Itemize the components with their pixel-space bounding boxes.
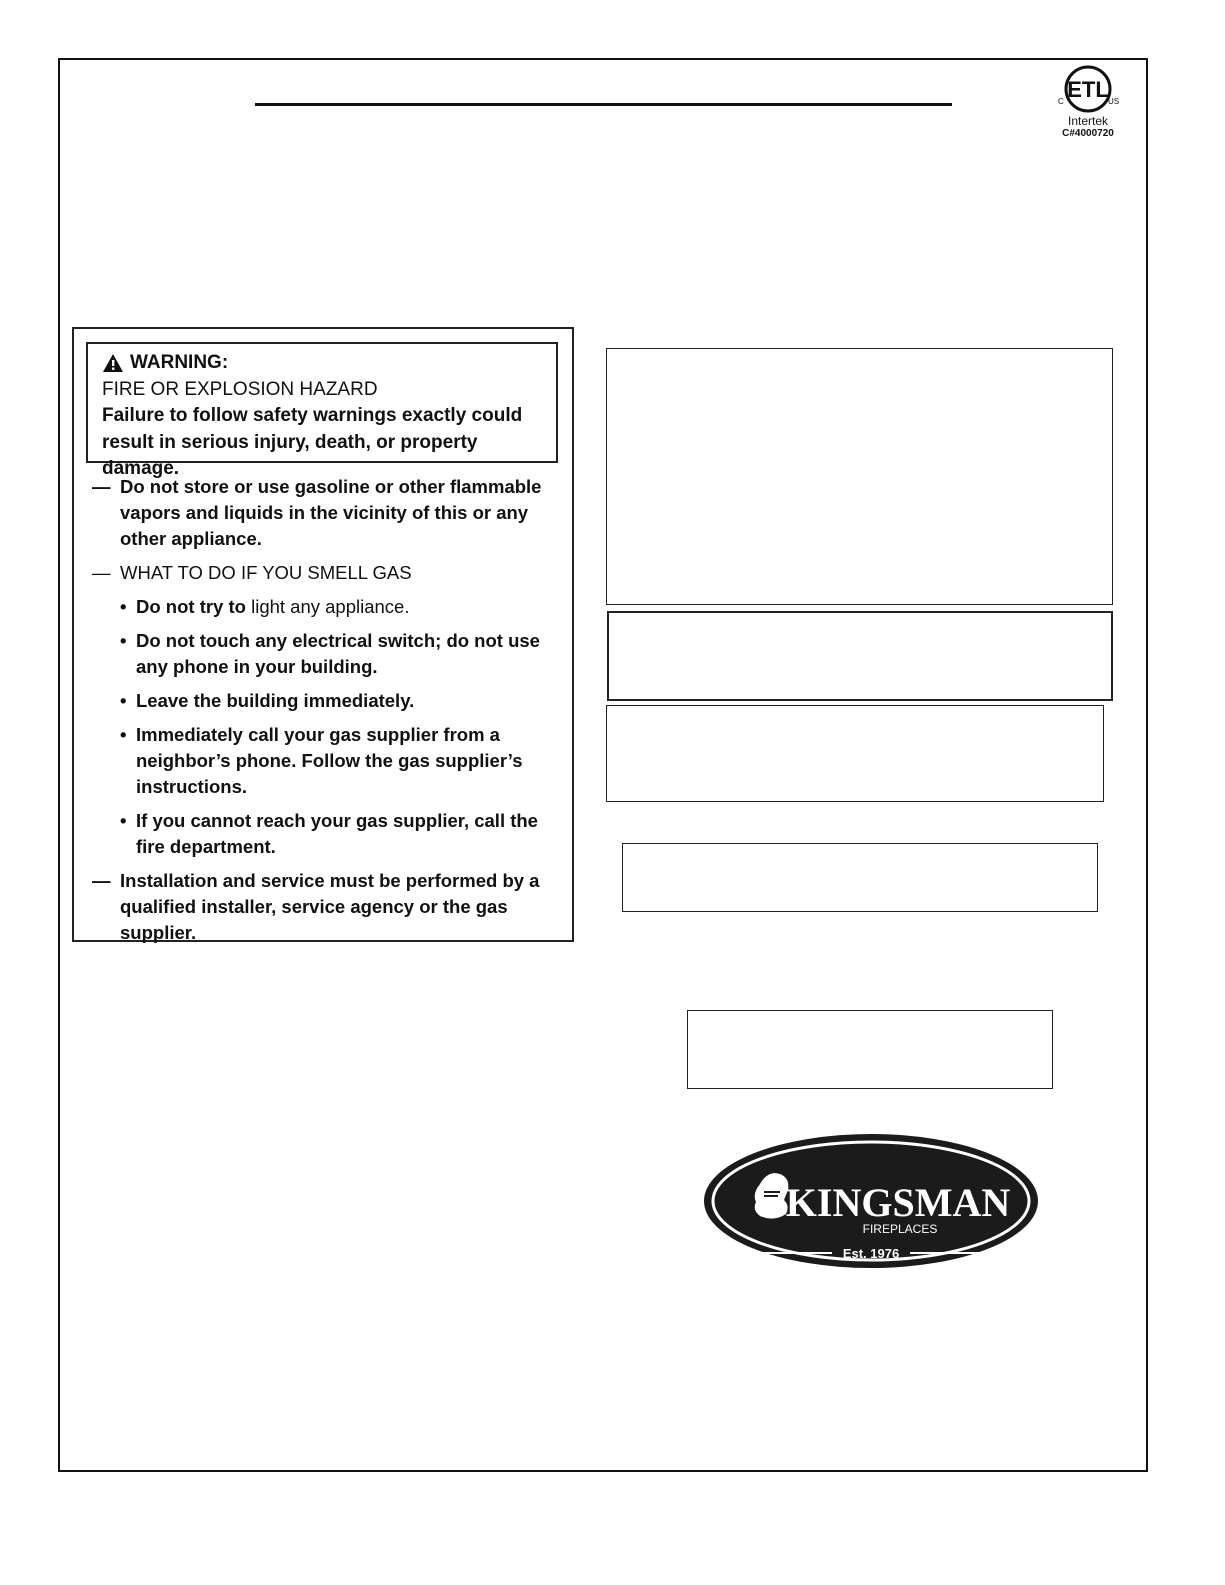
dash-marker: — — [92, 562, 111, 583]
warning-triangle-icon — [102, 353, 124, 373]
list-item — [90, 594, 560, 620]
certification-mark — [1048, 64, 1128, 148]
info-box-5 — [687, 1010, 1053, 1089]
list-item — [90, 474, 560, 552]
info-box-1 — [606, 348, 1113, 605]
list-item — [90, 808, 560, 860]
list-item — [90, 628, 560, 680]
info-box-3 — [606, 705, 1104, 802]
step-fire: If you cannot reach your gas supplier, call the fire department. — [136, 810, 538, 857]
cert-code: C#4000720 — [1062, 128, 1114, 139]
etl-mark-text: ETL — [1067, 77, 1109, 102]
bullet-marker: • — [120, 630, 127, 651]
step-light-rest: light any appliance. — [251, 596, 410, 617]
logo-sub: FIREPLACES — [862, 1222, 938, 1236]
info-box-4 — [622, 843, 1098, 912]
title-rule — [255, 103, 952, 106]
warning-text: Failure to follow safety warnings exactly could result in serious injury, death, or property damage. — [102, 405, 523, 479]
item-smell-text: WHAT TO DO IF YOU SMELL GAS — [120, 562, 412, 583]
step-light-bold: Do not try to — [136, 596, 246, 617]
step-switch: Do not touch any electrical switch; do not use any phone in your building. — [136, 630, 540, 677]
bullet-marker: • — [120, 596, 127, 617]
step-leave: Leave the building immediately. — [136, 690, 415, 711]
list-item — [90, 560, 560, 586]
bullet-marker: • — [120, 810, 127, 831]
list-item — [90, 688, 560, 714]
kingsman-logo — [702, 1132, 1040, 1270]
dash-marker: — — [92, 476, 111, 497]
logo-est: Est. 1976 — [842, 1246, 900, 1261]
dash-marker: — — [92, 870, 111, 891]
info-box-2 — [607, 611, 1113, 701]
warning-hazard: FIRE OR EXPLOSION HAZARD — [102, 378, 378, 400]
list-item — [90, 868, 560, 946]
bullet-marker: • — [120, 690, 127, 711]
list-item — [90, 722, 560, 800]
cert-brand: Intertek — [1067, 114, 1109, 128]
warning-heading: WARNING: — [130, 352, 229, 373]
etl-mark-right: US — [1108, 97, 1120, 106]
item-installation-text: Installation and service must be performed by a qualified installer, service agency or the gas supplier. — [120, 870, 540, 943]
warning-header-box — [86, 342, 558, 479]
step-call: Immediately call your gas supplier from a neighbor’s phone. Follow the gas supplier’s instructions. — [136, 724, 523, 797]
item-store-text: Do not store or use gasoline or other flammable vapors and liquids in the vicinity of this or any other appliance. — [120, 476, 542, 549]
etl-listed-icon — [1056, 64, 1120, 114]
bullet-marker: • — [120, 724, 127, 745]
logo-name: KINGSMAN — [785, 1180, 1011, 1225]
etl-mark-left: C — [1058, 97, 1064, 106]
safety-instructions — [90, 474, 560, 954]
